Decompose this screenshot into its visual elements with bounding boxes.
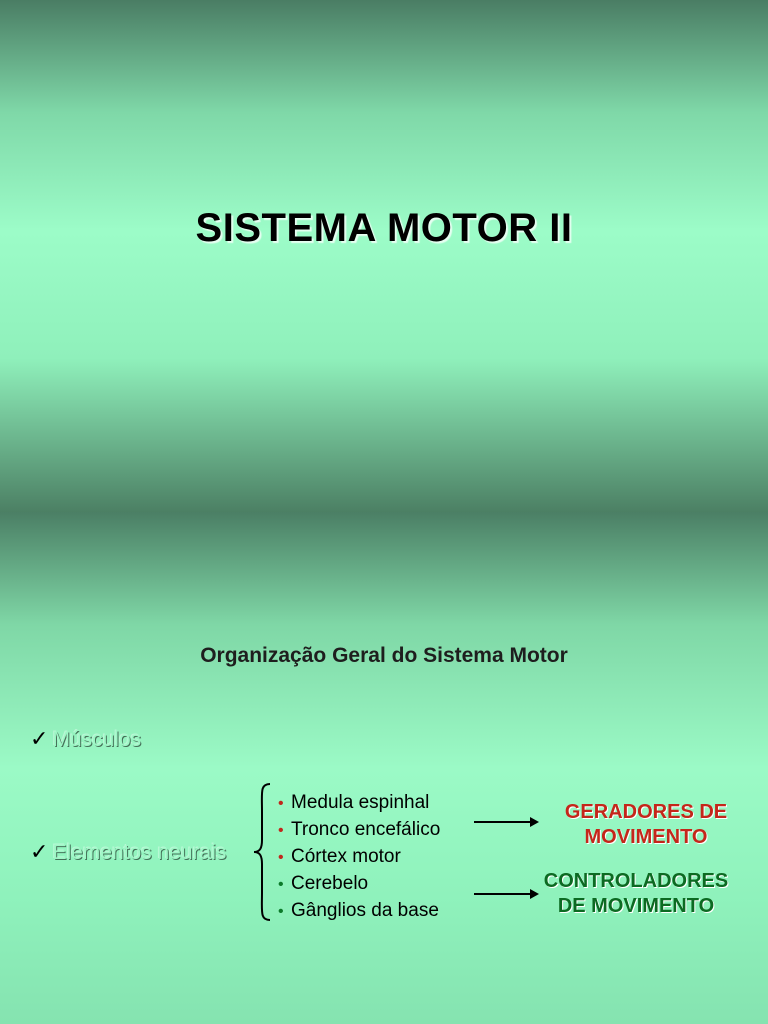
slide-title: SISTEMA MOTOR II	[195, 206, 573, 250]
bullet-icon: •	[278, 849, 284, 866]
arrow-right-icon	[474, 886, 540, 902]
checkmark-icon: ✓	[30, 726, 49, 751]
checklist-label: Músculos	[52, 728, 142, 751]
slide-2	[0, 512, 768, 1024]
list-item: • Gânglios da base	[278, 898, 440, 925]
generators-label: GERADORES DE MOVIMENTO	[564, 801, 728, 848]
arrow-right-icon	[474, 814, 540, 830]
checklist-item-musculos	[30, 726, 141, 752]
slide-subtitle: Organização Geral do Sistema Motor	[200, 644, 568, 667]
bullet-icon: •	[278, 822, 284, 839]
bullet-icon: •	[278, 795, 284, 812]
controllers-label: CONTROLADORES DE MOVIMENTO	[543, 870, 729, 917]
list-item: • Medula espinhal	[278, 790, 440, 817]
neural-elements-list	[278, 790, 440, 925]
bullet-icon: •	[278, 903, 284, 920]
bullet-icon: •	[278, 876, 284, 893]
list-item: • Córtex motor	[278, 844, 440, 871]
list-item: • Tronco encefálico	[278, 817, 440, 844]
curly-brace-icon	[252, 782, 274, 922]
checklist-label: Elementos neurais	[52, 841, 227, 864]
list-item: • Cerebelo	[278, 871, 440, 898]
checkmark-icon: ✓	[30, 839, 49, 864]
checklist-item-elementos-neurais	[30, 839, 226, 865]
